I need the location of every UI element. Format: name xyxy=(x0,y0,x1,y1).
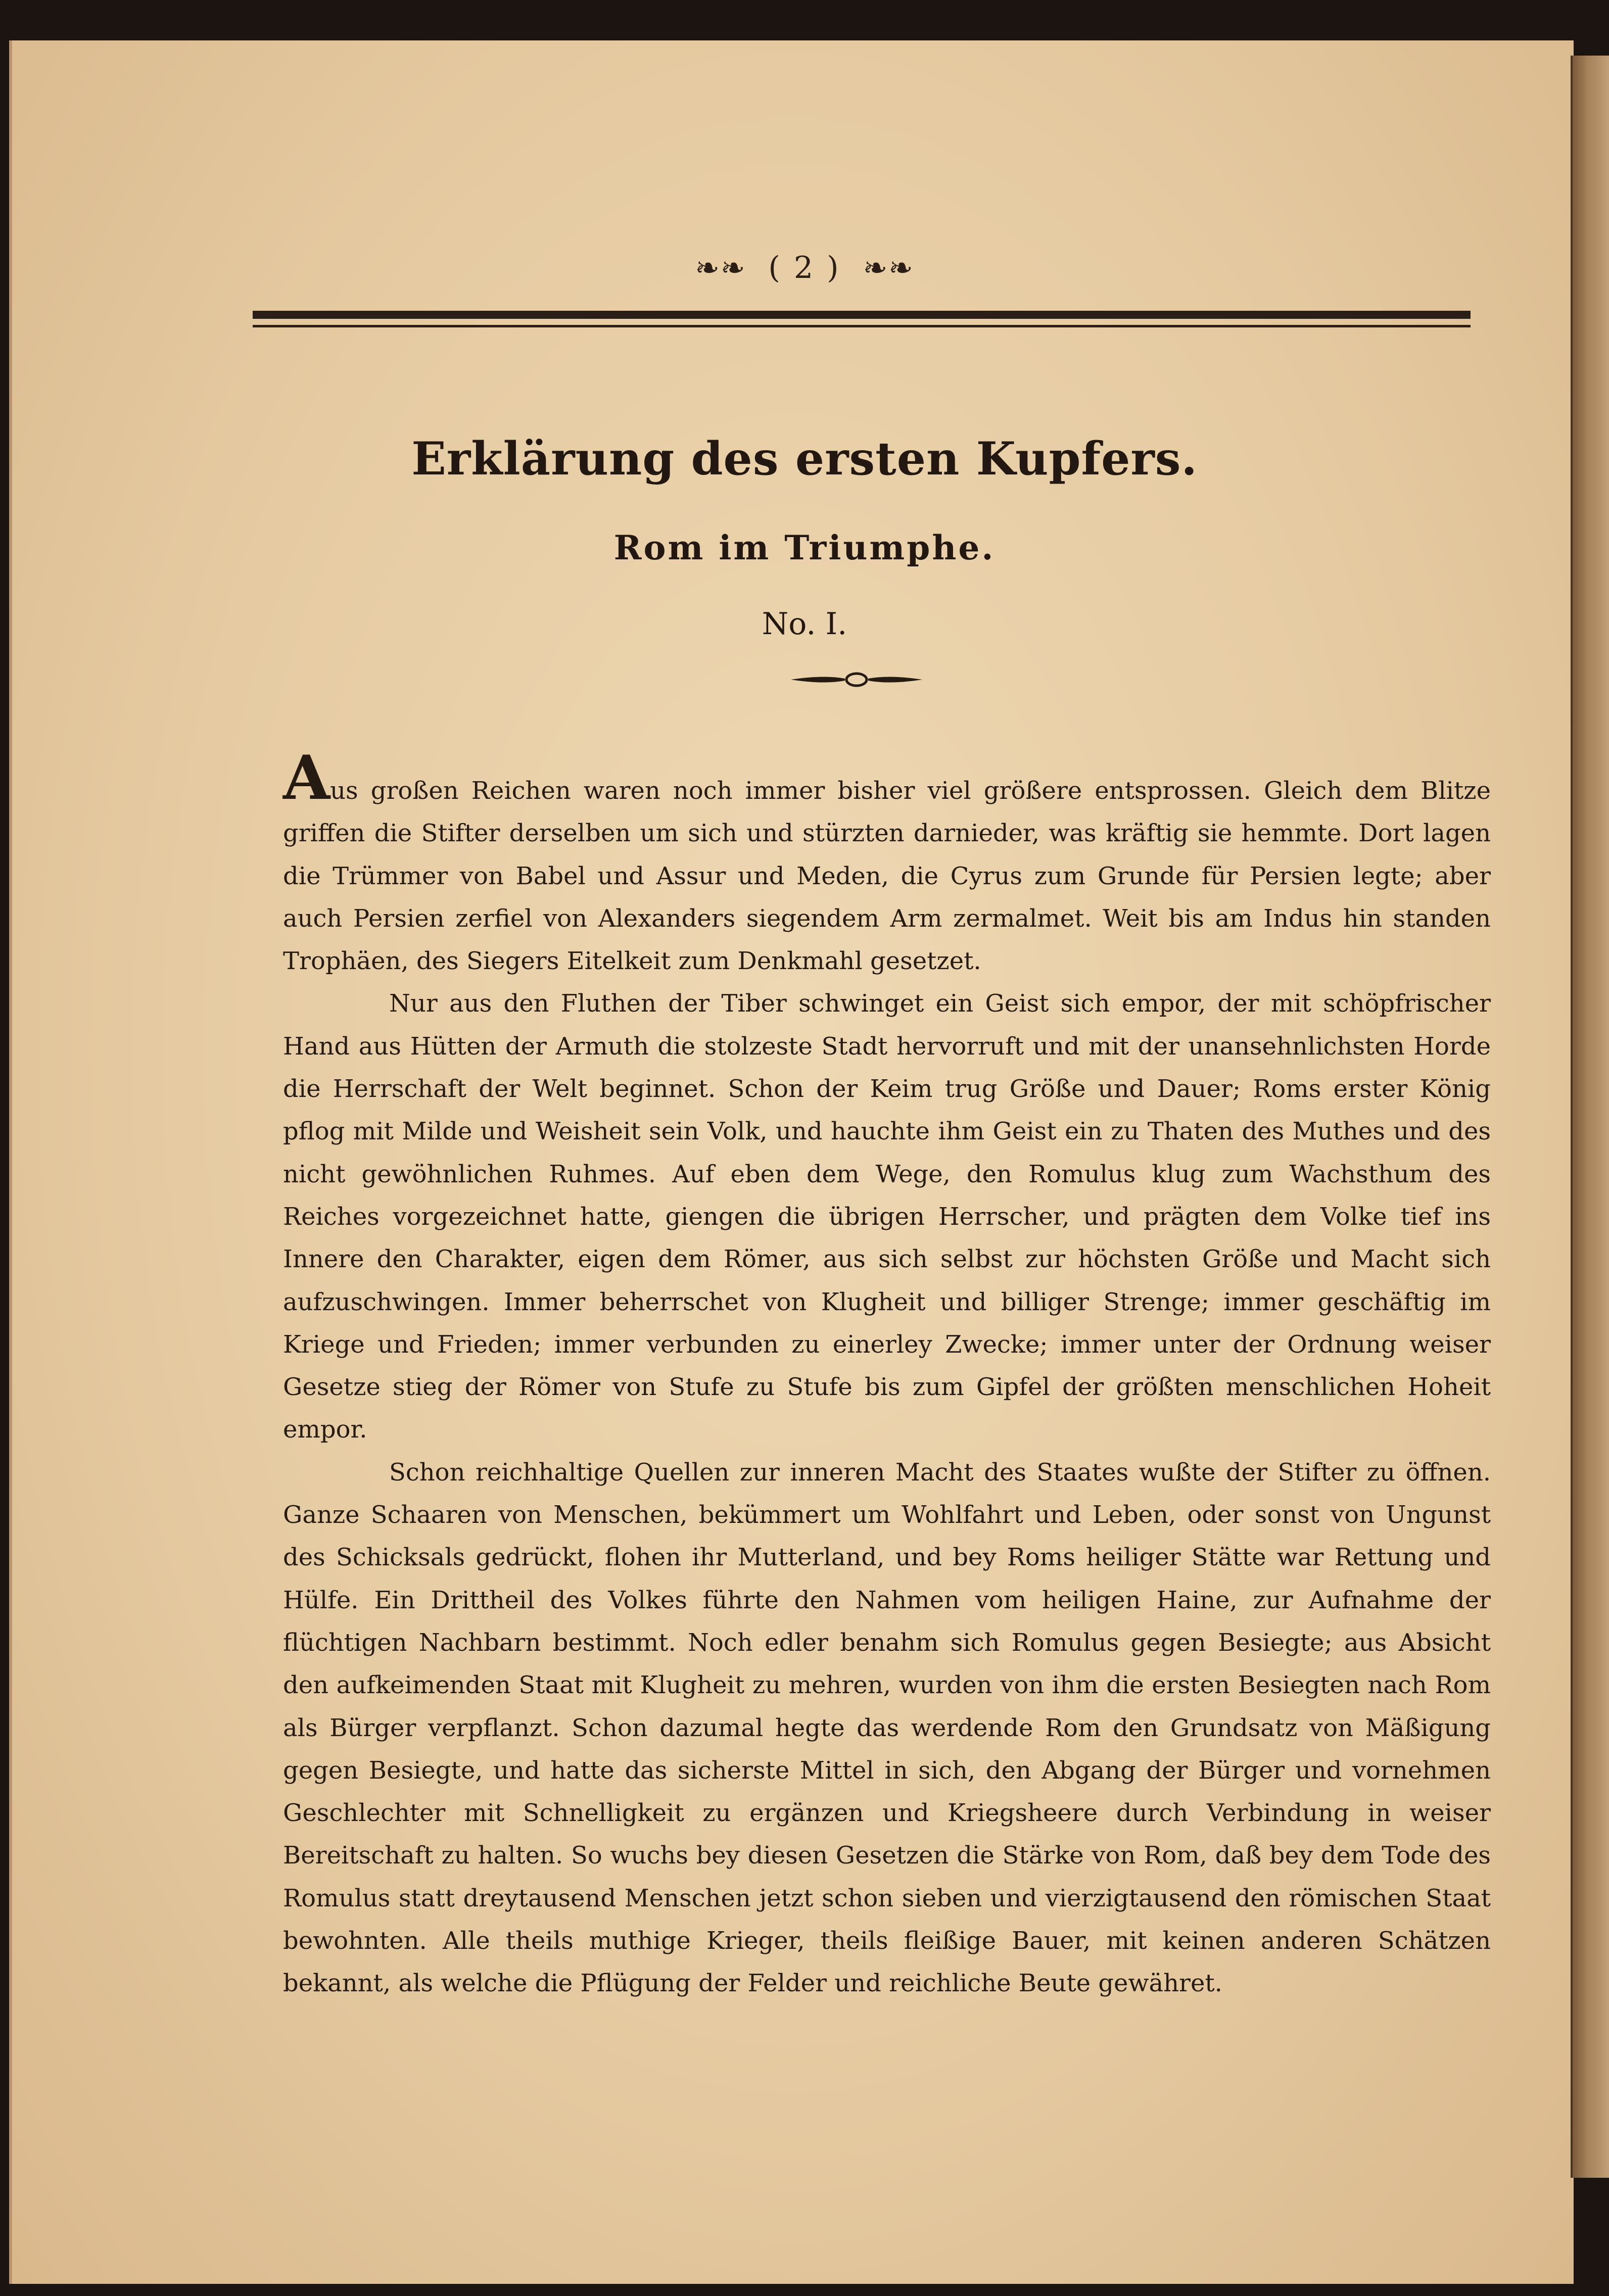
paragraph-3: Schon reichhaltige Quellen zur inneren Macht des Staates wußte der Stifter zu öffnen. Ganze Schaaren von Menschen, bekümmert um Wohlfahrt und Leben, oder sonst von Ungunst des Schicksals gedrückt, flohen ihr Mutterland, und bey Roms heiliger Stätte war Rettung und Hülfe. Ein Drittheil des Volkes führte den Nahmen vom heiligen Haine, zur Aufnahme der flüchtigen Nachbarn bestimmt. Noch edler benahm sich Romulus gegen Besiegte; aus Absicht den aufkeimenden Staat mit Klugheit zu mehren, wurden von ihm die ersten Besiegten nach Rom als Bürger verpflanzt. Schon dazumal hegte das werdende Rom den Grundsatz von Mäßigung gegen Besiegte, und hatte das sicherste Mittel in sich, den Abgang der Bürger und vornehmen Geschlechter mit Schnelligkeit zu ergänzen und Kriegsheere durch Verbindung in weiser Bereitschaft zu halten. So wuchs bey diesen Gesetzen die Stärke von Rom, daß bey dem Tode des Romulus statt dreytausend Menschen jetzt schon sieben und vierzigtausend den römischen Staat bewohnten. Alle theils muthige Krieger, theils fleißige Bauer, mit keinen anderen Schätzen bekannt, als welche die Pflügung der Felder und reichliche Beute gewähret. xyxy=(283,1458,1491,1998)
page-header xyxy=(0,250,1609,285)
right-ornament-icon: ❧❧ xyxy=(863,251,914,285)
article-body xyxy=(283,742,1491,2005)
paragraph-1: Aus großen Reichen waren noch immer bisher viel größere entsprossen. Gleich dem Blitze griffen die Stifter derselben um sich und stürzten darnieder, was kräftig sie hemmte. Dort lagen die Trümmer von Babel und Assur und Meden, die Cyrus zum Grunde für Persien legte; aber auch Persien zerfiel von Alexanders siegendem Arm zermalmet. Weit bis am Indus hin standen Trophäen, des Siegers Eitelkeit zum Denkmahl gesetzet. xyxy=(283,742,1491,976)
header-rule-thick xyxy=(253,311,1471,319)
header-rule-thin xyxy=(253,325,1471,327)
paragraph-2: Nur aus den Fluthen der Tiber schwinget ein Geist sich empor, der mit schöpfrischer Hand aus Hütten der Armuth die stolzeste Stadt hervorruft und mit der unansehnlichsten Horde die Herrschaft der Welt beginnet. Schon der Keim trug Größe und Dauer; Roms erster König pflog mit Milde und Weisheit sein Volk, und hauchte ihm Geist ein zu Thaten des Muthes und des nicht gewöhnlichen Ruhmes. Auf eben dem Wege, den Romulus klug zum Wachsthum des Reiches vorgezeichnet hatte, giengen die übrigen Herrscher, und prägten dem Volke tief ins Innere den Charakter, eigen dem Römer, aus sich selbst zur höchsten Größe und Macht sich aufzuschwingen. Immer beherrschet von Klugheit und billiger Strenge; immer geschäftig im Kriege und Frieden; immer verbunden zu einerley Zwecke; immer unter der Ordnung weiser Gesetze stieg der Römer von Stufe zu Stufe bis zum Gipfel der größten menschlichen Hoheit empor. xyxy=(283,989,1491,1444)
page-number: ( 2 ) xyxy=(768,250,841,285)
adjacent-page-edge xyxy=(1571,56,1609,2178)
divider-ornament-icon xyxy=(788,669,925,690)
page-subtitle: Rom im Triumphe. xyxy=(613,528,996,567)
page-title: Erklärung des ersten Kupfers. xyxy=(411,432,1198,486)
plate-number: No. I. xyxy=(762,606,847,642)
left-ornament-icon: ❧❧ xyxy=(695,251,746,285)
